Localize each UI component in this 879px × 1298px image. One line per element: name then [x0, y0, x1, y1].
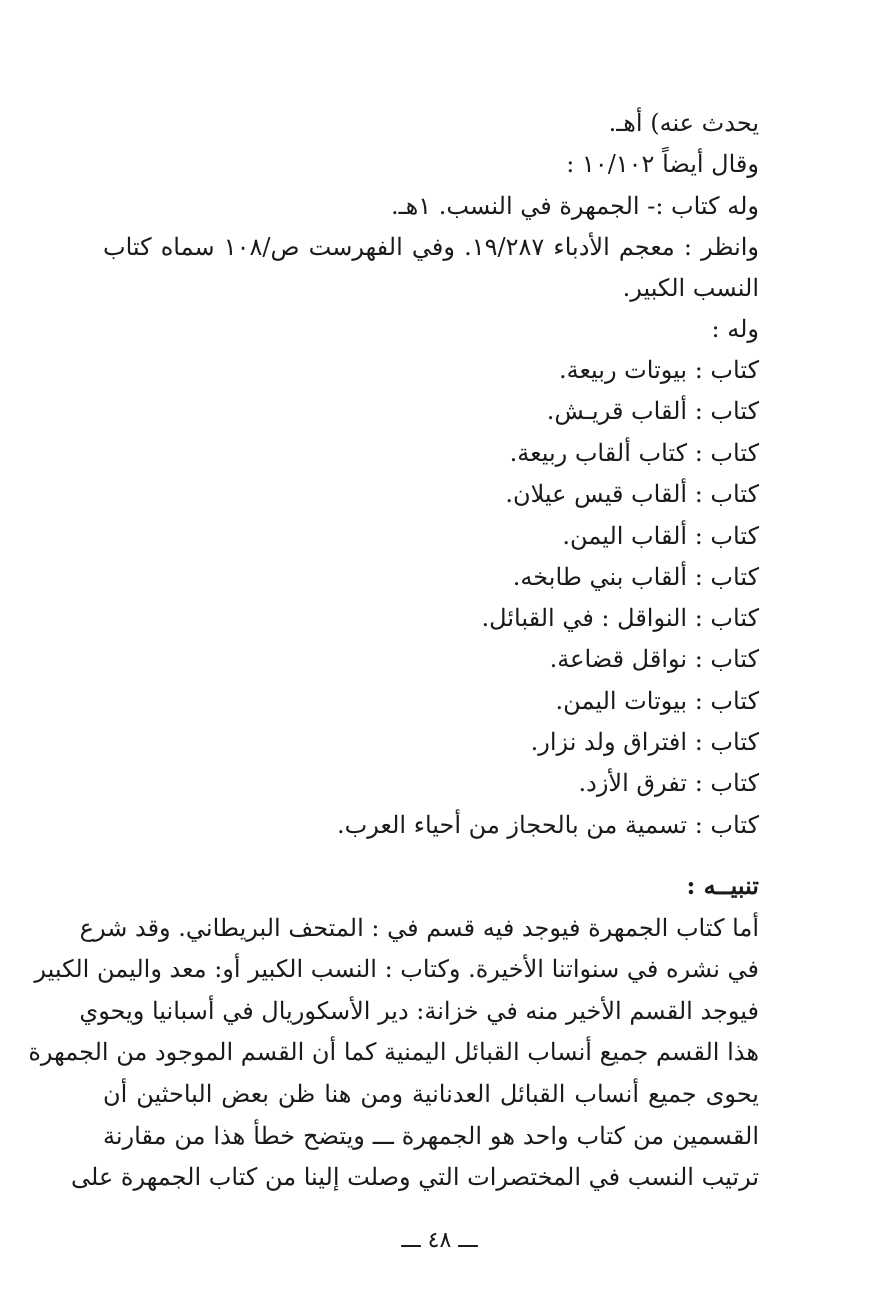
book-item: كتاب : بيوتات ربيعة. [558, 356, 759, 384]
note-heading: تنبيــه : [686, 871, 759, 900]
book-item: كتاب : ألقاب قيس عيلان. [505, 480, 759, 508]
intro-line-4: وانظر : معجم الأدباء ١٩/٢٨٧. وفي الفهرست ص/١٠٨ سماه كتاب [103, 233, 760, 261]
note-line: هذا القسم جميع أنساب القبائل اليمنية كما أن القسم الموجود من الجمهرة [28, 1038, 759, 1066]
note-line: أما كتاب الجمهرة فيوجد فيه قسم في : المتحف البريطاني. وقد شرع [79, 914, 759, 942]
book-item: كتاب : النواقل : في القبائل. [481, 604, 759, 632]
book-item: كتاب : تسمية من بالحجاز من أحياء العرب. [337, 811, 759, 839]
book-item: كتاب : تفرق الأزد. [578, 769, 759, 797]
note-line: فيوجد القسم الأخير منه في خزانة: دير الأسكوريال في أسبانيا ويحوي [79, 997, 759, 1025]
note-line: يحوى جميع أنساب القبائل العدنانية ومن هنا ظن بعض الباحثين أن [103, 1080, 759, 1108]
note-line: القسمين من كتاب واحد هو الجمهرة ـــ ويتضح خطأ هذا من مقارنة [103, 1122, 759, 1150]
book-item: كتاب : نواقل قضاعة. [549, 645, 759, 673]
book-item: كتاب : ألقاب قريـش. [546, 397, 759, 425]
note-line: في نشره في سنواتنا الأخيرة. وكتاب : النسب الكبير أو: معد واليمن الكبير [34, 955, 759, 983]
intro-line-3: وله كتاب :- الجمهرة في النسب. ١هـ. [390, 192, 759, 220]
note-line: ترتيب النسب في المختصرات التي وصلت إلينا من كتاب الجمهرة على [71, 1163, 759, 1191]
book-item: كتاب : افتراق ولد نزار. [530, 728, 759, 756]
intro-line-1: يحدث عنه) أهـ. [608, 109, 759, 137]
book-item: كتاب : ألقاب اليمن. [562, 522, 759, 550]
intro-line-5: النسب الكبير. [622, 274, 759, 302]
page-number: ـــ ٤٨ ـــ [401, 1228, 478, 1253]
intro-line-2: وقال أيضاً ١٠/١٠٢ : [566, 150, 759, 178]
book-item: كتاب : ألقاب بني طابخه. [512, 563, 759, 591]
intro-line-6: وله : [711, 315, 759, 343]
book-item: كتاب : كتاب ألقاب ربيعة. [509, 439, 759, 467]
book-item: كتاب : بيوتات اليمن. [555, 687, 759, 715]
